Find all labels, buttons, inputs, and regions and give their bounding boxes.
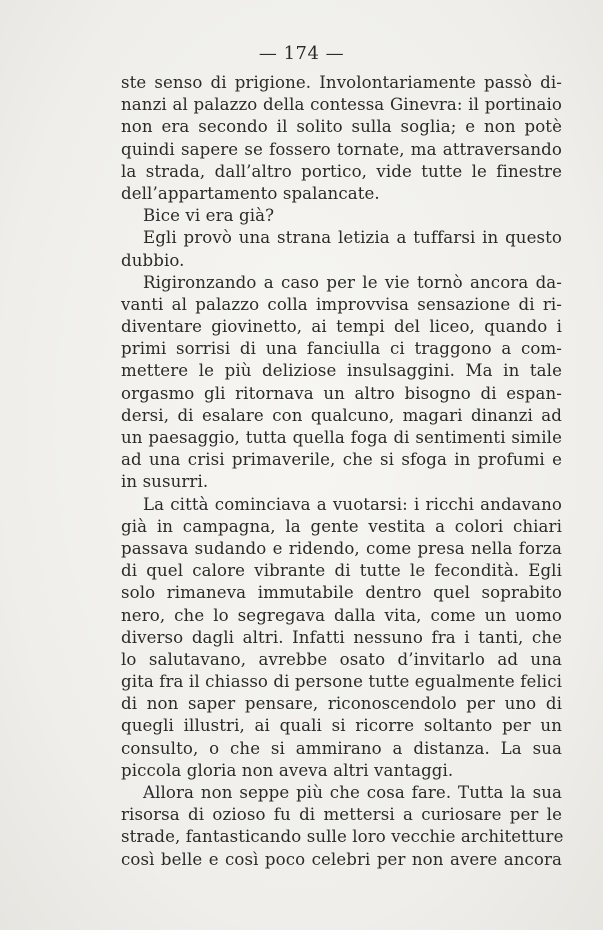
text-line: quegli illustri, ai quali si ricorre soltanto per un: [121, 716, 562, 736]
text-line: ste senso di prigione. Involontariamente passò di-: [121, 73, 562, 92]
text-line: primi sorrisi di una fanciulla ci traggono a com-: [121, 339, 562, 359]
text-line: passava sudando e ridendo, come presa nella forza: [121, 538, 562, 558]
text-line: dubbio.: [121, 250, 185, 270]
text-line: consulto, o che si ammirano a distanza. La sua: [121, 738, 562, 758]
text-line: strade, fantasticando sulle loro vecchie architetture: [121, 827, 564, 847]
text-line: vanti al palazzo colla improvvisa sensazione di ri-: [121, 294, 562, 314]
text-line: gita fra il chiasso di persone tutte egualmente felici: [121, 672, 562, 692]
text-line: la strada, dall’altro portico, vide tutte le finestre: [121, 161, 562, 181]
text-line: quindi sapere se fossero tornate, ma attraversando: [121, 139, 562, 159]
text-line: Egli provò una strana letizia a tuffarsi in questo: [143, 228, 562, 248]
text-line: così belle e così poco celebri per non avere ancora: [121, 849, 562, 869]
page-number: — 174 —: [258, 43, 345, 64]
text-line: piccola gloria non aveva altri vantaggi.: [121, 760, 454, 780]
text-line: nero, che lo segregava dalla vita, come un uomo: [121, 605, 562, 625]
text-line: di quel calore vibrante di tutte le fecondità. Egli: [121, 561, 562, 581]
text-line: dersi, di esalare con qualcuno, magari dinanzi ad: [121, 405, 562, 425]
text-line: ad una crisi primaverile, che si sfoga in profumi e: [121, 450, 562, 470]
text-line: Rigironzando a caso per le vie tornò ancora da-: [143, 272, 562, 292]
text-line: Allora non seppe più che cosa fare. Tutta la sua: [143, 783, 562, 802]
text-line: di non saper pensare, riconoscendolo per uno di: [121, 694, 562, 714]
text-line: La città cominciava a vuotarsi: i ricchi andavano: [143, 494, 562, 514]
text-line: orgasmo gli ritornava un altro bisogno di espan-: [121, 383, 562, 403]
text-line: dell’appartamento spalancate.: [121, 183, 380, 203]
text-line: nanzi al palazzo della contessa Ginevra: il portinaio: [121, 95, 562, 115]
text-line: non era secondo il solito sulla soglia; e non potè: [121, 117, 562, 137]
text-line: diverso dagli altri. Infatti nessuno fra i tanti, che: [121, 627, 562, 647]
text-line: mettere le più deliziose insulsaggini. Ma in tale: [121, 361, 562, 381]
text-line: lo salutavano, avrebbe osato d’invitarlo ad una: [121, 649, 562, 669]
text-line: diventare giovinetto, ai tempi del liceo, quando i: [121, 317, 562, 337]
text-line: un paesaggio, tutta quella foga di sentimenti simile: [121, 428, 562, 447]
text-line: in susurri.: [121, 472, 209, 492]
text-line: Bice vi era già?: [143, 206, 275, 226]
text-line: risorsa di ozioso fu di mettersi a curiosare per le: [121, 805, 562, 825]
text-line: già in campagna, la gente vestita a colori chiari: [121, 516, 562, 536]
text-line: solo rimaneva immutabile dentro quel soprabito: [121, 583, 562, 603]
body-text: [121, 72, 562, 871]
